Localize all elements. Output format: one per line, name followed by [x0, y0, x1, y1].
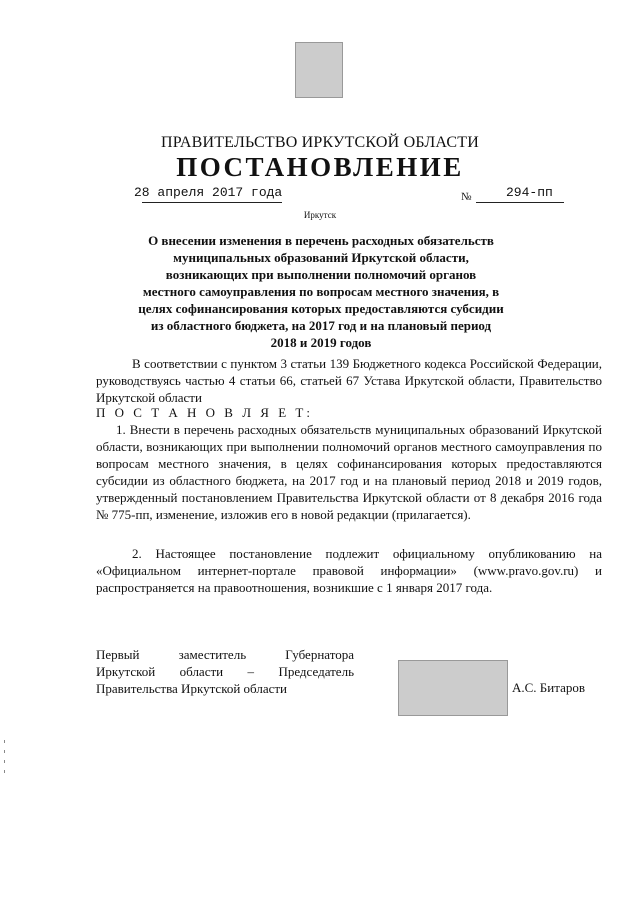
organization-name: ПРАВИТЕЛЬСТВО ИРКУТСКОЙ ОБЛАСТИ [161, 134, 479, 151]
resolution-item-1: 1. Внести в перечень расходных обязательств муниципальных образований Иркутской области, возникающих при выполнении полномочий органов местного самоуправления по вопросам местного значения, в целях софинансирования которых предоставляются субсидии из областного бюджета, на 2017 год и на плановый период 2018 и 2019 годов, утвержденный постановлением Правительства Иркутской области от 8 декабря 2016 года № 775-пп, изменение, изложив его в новой редакции (прилагается). [96, 422, 602, 522]
resolution-item-2: 2. Настоящее постановление подлежит официальному опубликованию на «Официальном интернет-портале правовой информации» (www.pravo.gov.ru) и распространяется на правоотношения, возникшие с 1 января 2017 года. [96, 546, 602, 595]
signer-position [96, 646, 354, 697]
signer-position-line: Правительства Иркутской области [96, 681, 288, 696]
signer-position-line: Первый заместитель Губернатора [96, 647, 354, 662]
number-underline [476, 202, 564, 203]
resolves-heading: П О С Т А Н О В Л Я Е Т: [96, 405, 313, 420]
preamble-paragraph: В соответствии с пунктом 3 статьи 139 Бюджетного кодекса Российской Федерации, руководствуясь частью 4 статьи 66, статьей 67 Устава Иркутской области, Правительство Иркутской области [96, 356, 602, 405]
document-number: 294-пп [506, 185, 553, 200]
coat-of-arms-image [295, 42, 343, 98]
document-city: Иркутск [303, 210, 337, 220]
document-subject: О внесении изменения в перечень расходных обязательств муниципальных образований Иркутской области, возникающих при выполнении полномочий органов местного самоуправления по вопросам местного значения, в целях софинансирования которых предоставляются субсидии из областного бюджета, на 2017 год и на плановый период 2018 и 2019 годов [138, 233, 504, 350]
number-sign: № [461, 191, 472, 203]
margin-marks [4, 740, 6, 780]
signer-name: А.С. Битаров [512, 680, 585, 695]
handwritten-signature-image [398, 660, 508, 716]
signer-position-line: Иркутской области – Председатель [96, 664, 354, 679]
document-title: ПОСТАНОВЛЕНИЕ [176, 152, 464, 182]
document-date: 28 апреля 2017 года [134, 185, 283, 200]
date-underline [142, 202, 282, 203]
